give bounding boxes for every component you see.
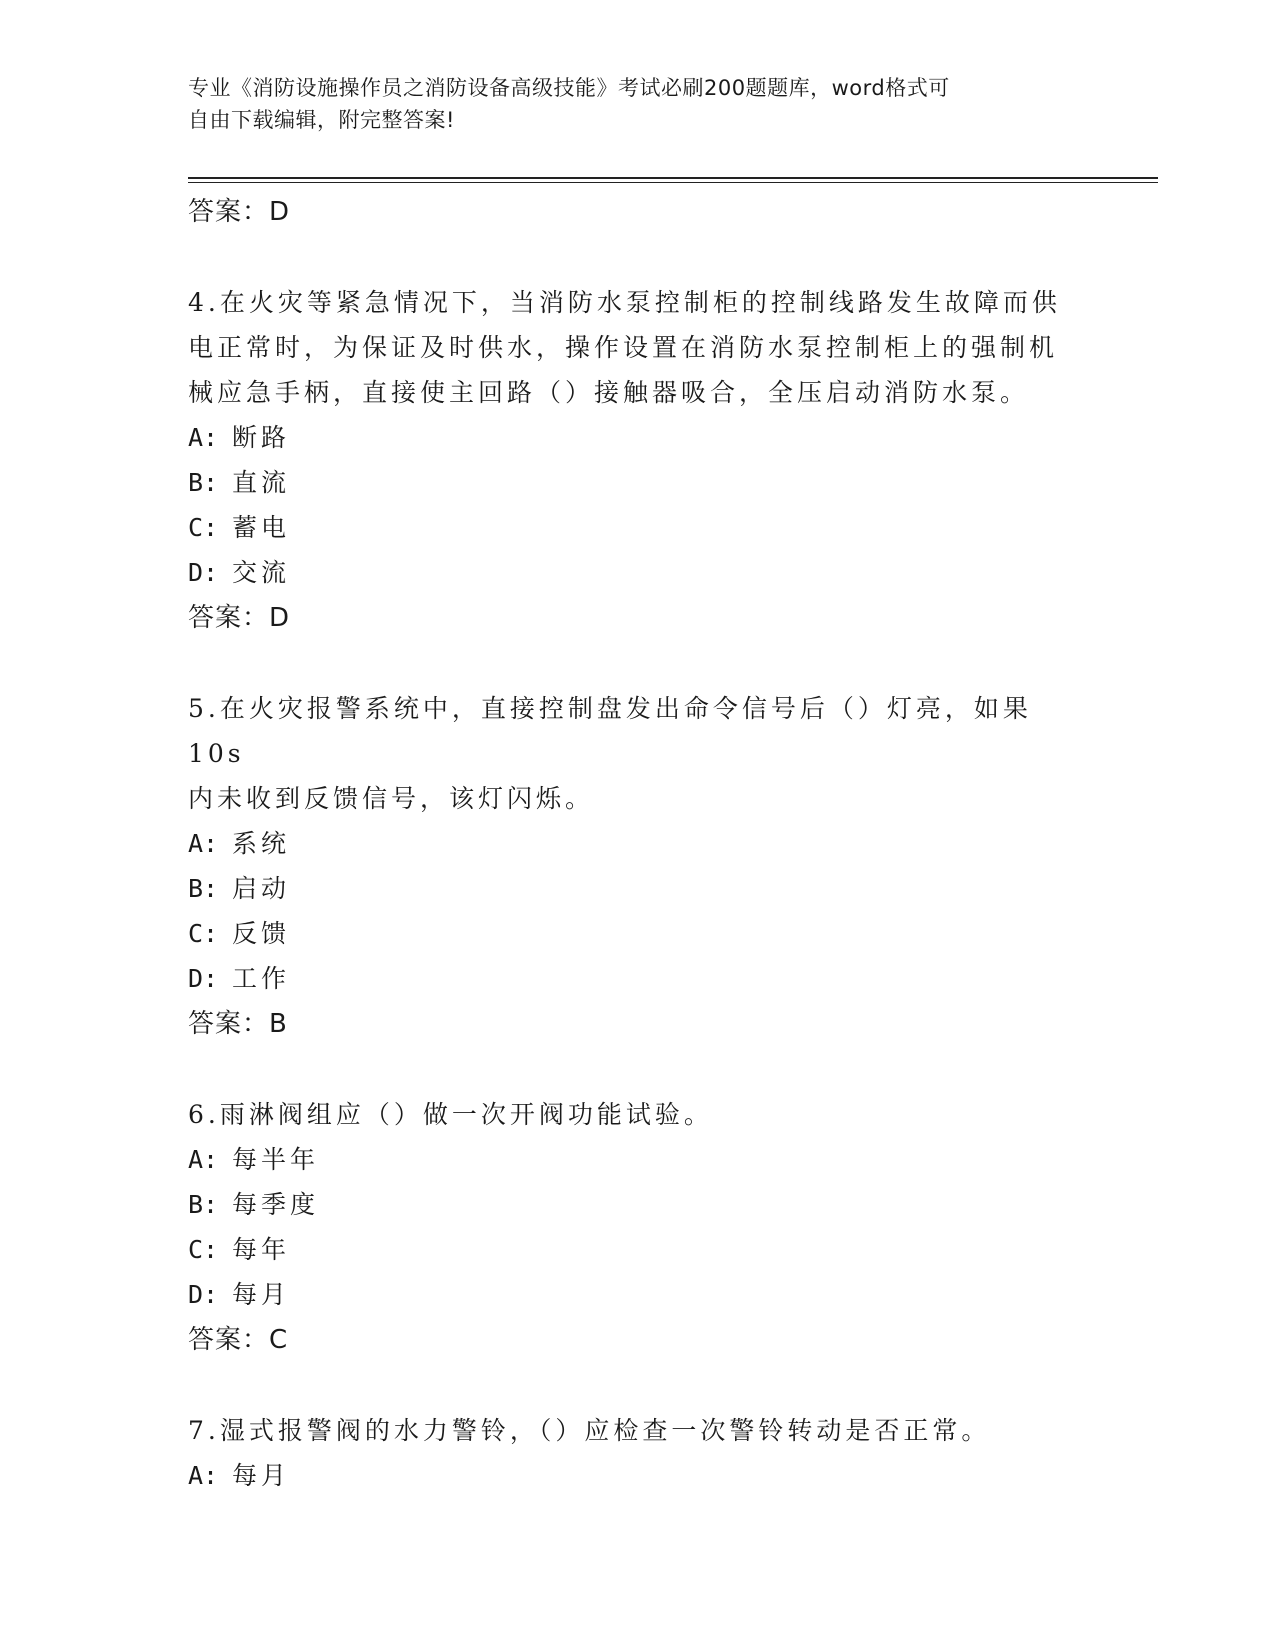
question-block: [188, 1092, 1088, 1363]
header-divider-thin: [188, 182, 1158, 183]
option-b: [188, 866, 1088, 911]
option-a: [188, 1453, 1088, 1498]
question-list: [188, 189, 1088, 1498]
question-line: 6.雨淋阀组应（）做一次开阀功能试验。: [188, 1100, 713, 1129]
question-line: 内未收到反馈信号，该灯闪烁。: [188, 784, 595, 813]
option-letter: A:: [188, 829, 219, 858]
question-line: 5.在火灾报警系统中，直接控制盘发出命令信号后（）灯亮，如果10s: [188, 694, 1032, 768]
question-line: 电正常时，为保证及时供水，操作设置在消防水泵控制柜上的强制机: [188, 333, 1059, 362]
option-text: 每半年: [232, 1145, 320, 1174]
option-text: 每季度: [232, 1190, 320, 1219]
question-text: [188, 280, 1088, 415]
spacer: [188, 641, 1088, 686]
option-text: 工作: [232, 964, 291, 993]
answer-line: 答案：B: [188, 1009, 288, 1039]
option-d: [188, 550, 1088, 595]
option-letter: B:: [188, 874, 219, 903]
option-letter: C:: [188, 919, 219, 948]
option-a: [188, 821, 1088, 866]
option-text: 蓄电: [232, 513, 291, 542]
option-text: 反馈: [232, 919, 291, 948]
answer-line: 答案：D: [188, 197, 291, 227]
option-text: 每月: [232, 1280, 291, 1309]
option-a: [188, 1137, 1088, 1182]
option-text: 系统: [232, 829, 291, 858]
spacer: [188, 235, 1088, 280]
question-line: 7.湿式报警阀的水力警铃，（）应检查一次警铃转动是否正常。: [188, 1416, 991, 1445]
spacer: [188, 1047, 1088, 1092]
question-text: [188, 1408, 1088, 1453]
question-text: [188, 1092, 1088, 1137]
option-letter: A:: [188, 1461, 219, 1490]
option-c: [188, 1227, 1088, 1272]
page-header: [188, 72, 1068, 136]
option-letter: D:: [188, 1280, 219, 1309]
option-d: [188, 1272, 1088, 1317]
option-text: 每月: [232, 1461, 291, 1490]
option-text: 交流: [232, 558, 291, 587]
option-text: 直流: [232, 468, 291, 497]
option-c: [188, 911, 1088, 956]
question-line: 械应急手柄，直接使主回路（）接触器吸合，全压启动消防水泵。: [188, 378, 1030, 407]
option-letter: A:: [188, 423, 219, 452]
option-text: 启动: [232, 874, 291, 903]
option-letter: A:: [188, 1145, 219, 1174]
option-letter: B:: [188, 1190, 219, 1219]
option-letter: C:: [188, 1235, 219, 1264]
option-letter: C:: [188, 513, 219, 542]
option-letter: D:: [188, 964, 219, 993]
option-d: [188, 956, 1088, 1001]
option-b: [188, 1182, 1088, 1227]
option-letter: B:: [188, 468, 219, 497]
answer-line: 答案：D: [188, 603, 291, 633]
option-a: [188, 415, 1088, 460]
header-line-2: 自由下载编辑，附完整答案!: [188, 108, 455, 132]
option-b: [188, 460, 1088, 505]
header-divider-thick: [188, 177, 1158, 179]
option-letter: D:: [188, 558, 219, 587]
spacer: [188, 1363, 1088, 1408]
option-text: 断路: [232, 423, 291, 452]
option-c: [188, 505, 1088, 550]
header-line-1: 专业《消防设施操作员之消防设备高级技能》考试必刷200题题库，word格式可: [188, 76, 950, 100]
question-block: [188, 686, 1088, 1047]
question-block: [188, 1408, 1088, 1498]
answer-line: 答案：C: [188, 1325, 289, 1355]
question-text: [188, 686, 1088, 821]
question-block: [188, 280, 1088, 641]
option-text: 每年: [232, 1235, 291, 1264]
question-line: 4.在火灾等紧急情况下，当消防水泵控制柜的控制线路发生故障而供: [188, 288, 1061, 317]
